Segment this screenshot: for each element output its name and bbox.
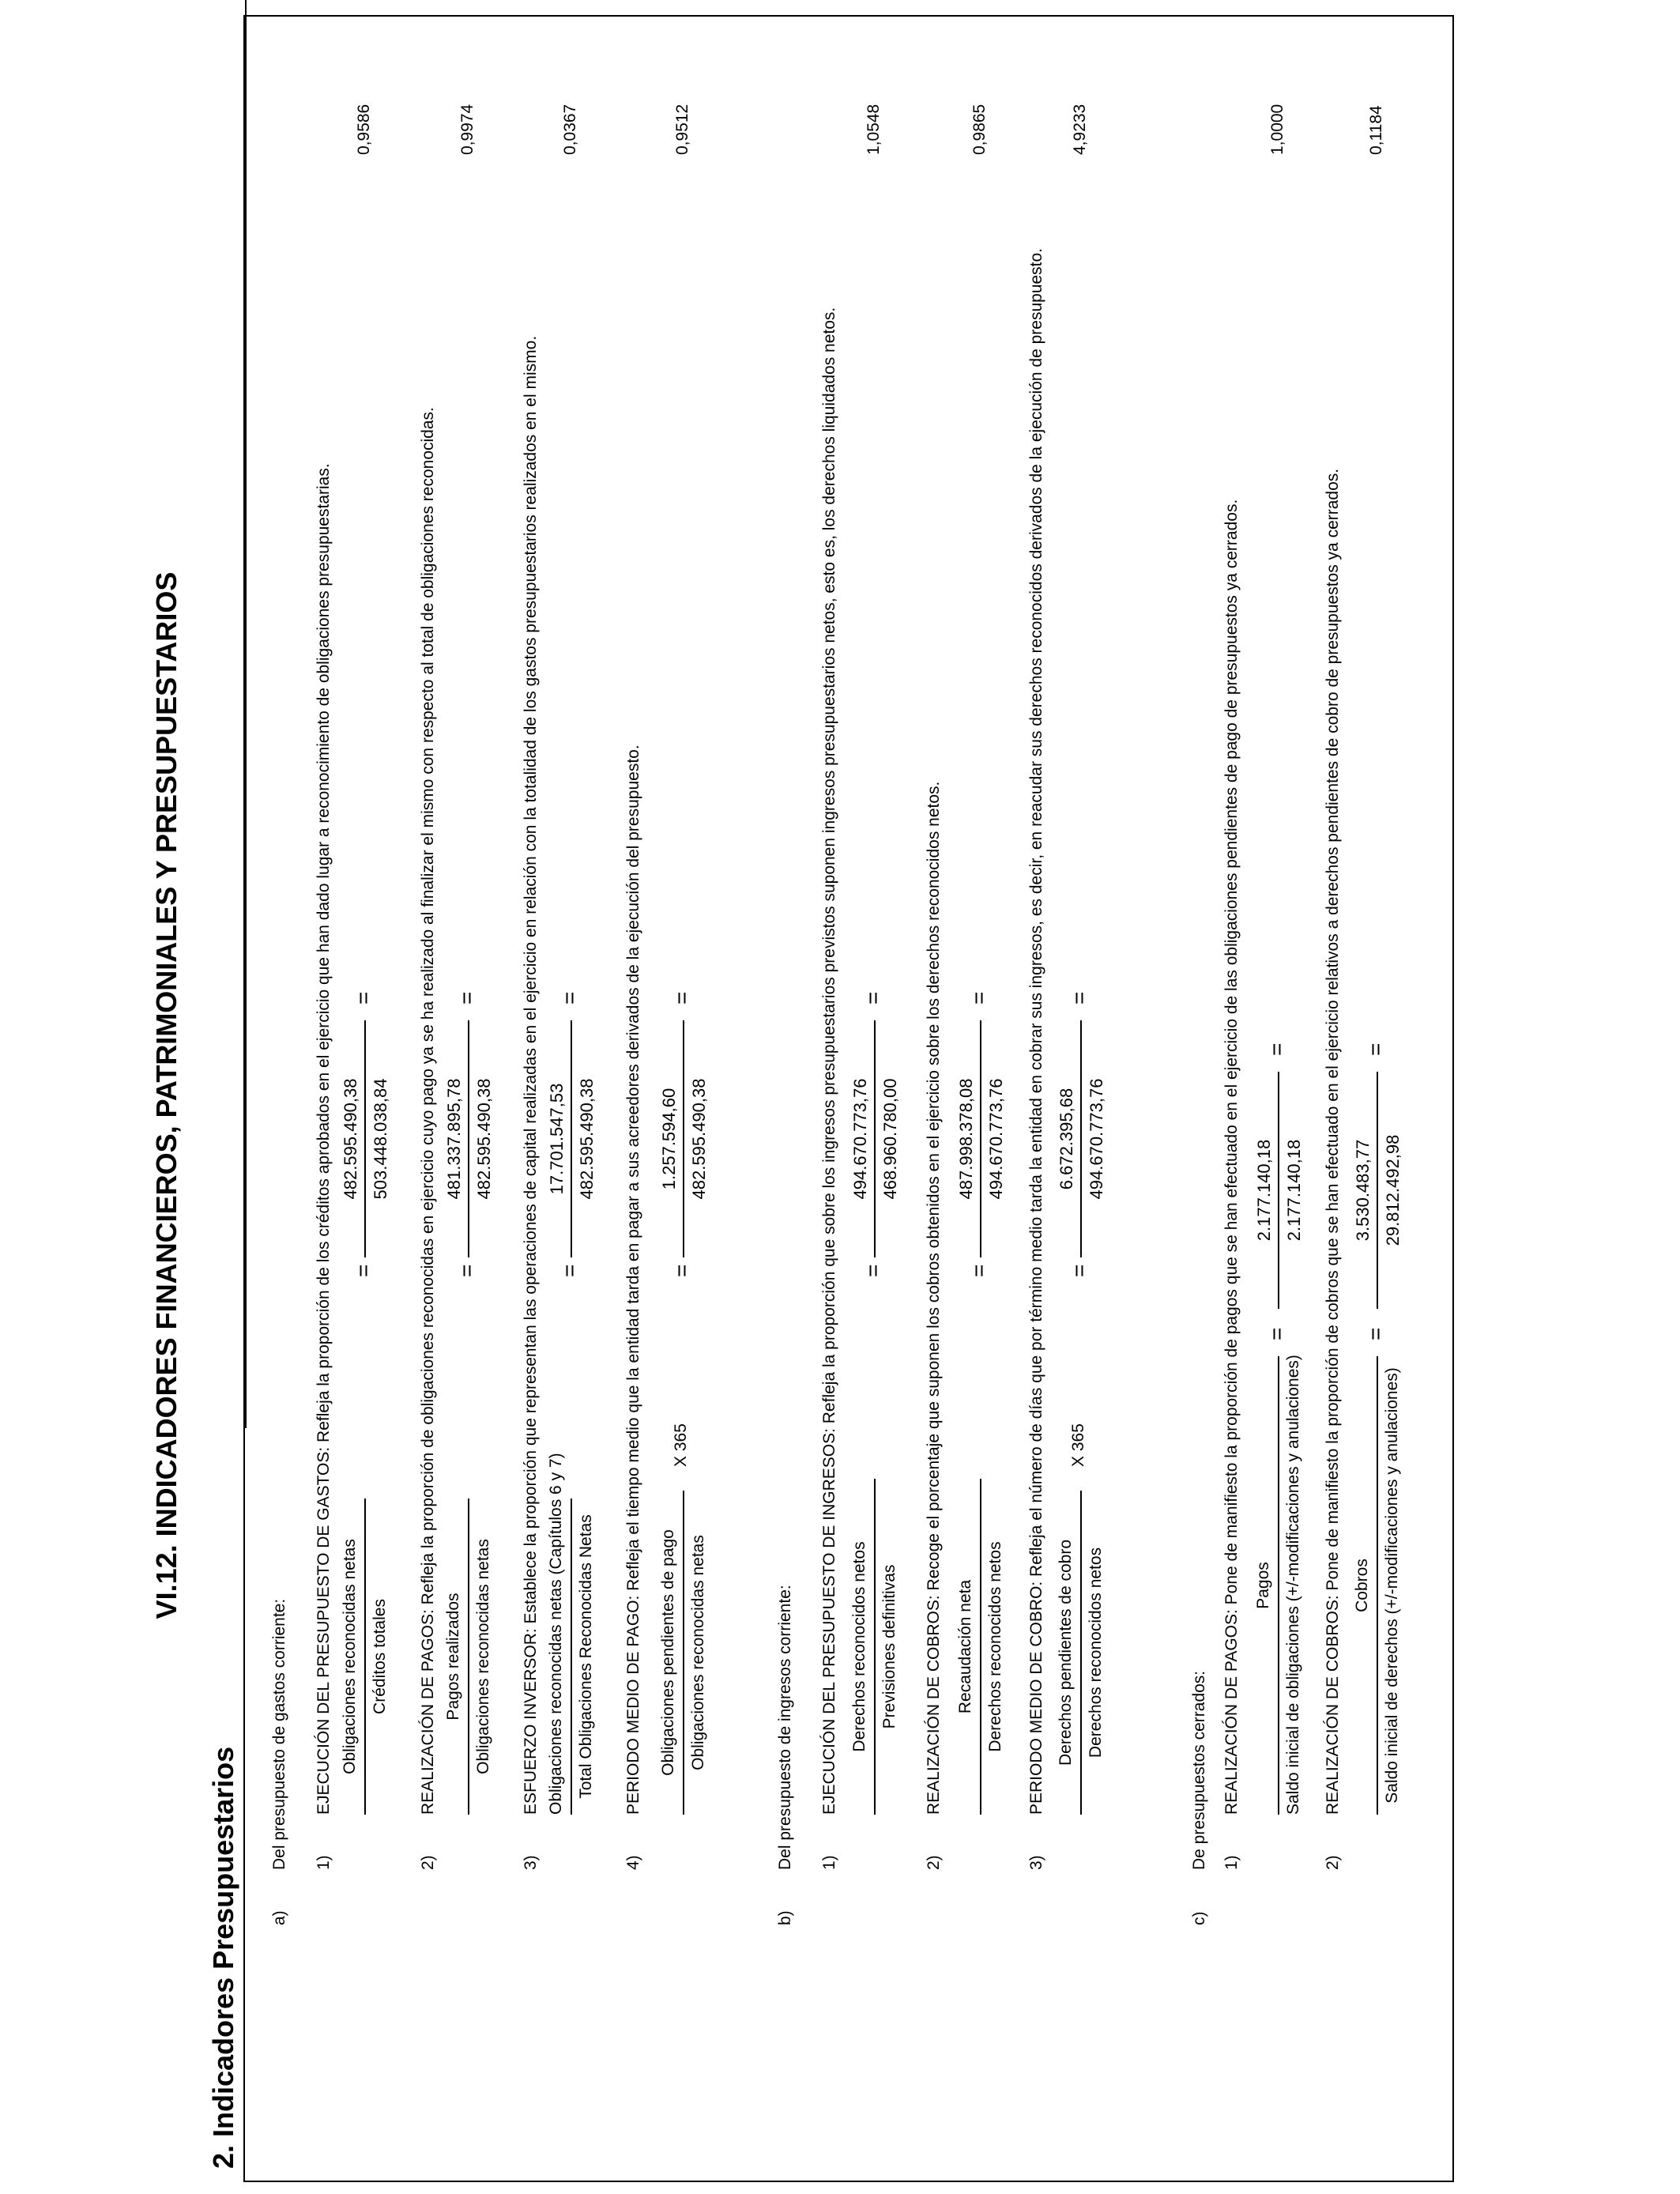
- item-number: 2): [1324, 1855, 1342, 1870]
- equals-sign: =: [669, 1264, 694, 1277]
- numerator-value: 2.177.140,18: [1254, 1139, 1274, 1242]
- result-value: 0,9512: [673, 104, 691, 155]
- equals-sign: =: [351, 1264, 375, 1277]
- fraction-bar: [1278, 1356, 1279, 1815]
- numerator-value: 6.672.395,68: [1057, 1088, 1076, 1190]
- result-value: 0,9974: [458, 104, 477, 155]
- fraction-bar: [1377, 1072, 1378, 1309]
- numerator-label: Obligaciones pendientes de pago: [659, 1529, 677, 1776]
- section-heading: Del presupuesto de ingresos corriente:: [776, 1585, 794, 1870]
- denominator-label: Previsiones definitivas: [880, 1564, 898, 1729]
- equals-sign: =: [1264, 1327, 1289, 1340]
- result-value: 0,0367: [561, 104, 579, 155]
- item-number: 3): [522, 1855, 540, 1870]
- section-letter: c): [1190, 1911, 1208, 1925]
- multiplier: X 365: [1069, 1423, 1087, 1467]
- numerator-label: Obligaciones reconocidas netas (Capítulos 6 y 7): [547, 1453, 565, 1815]
- equals-sign: =: [1363, 1327, 1388, 1340]
- section-divider: [245, 0, 247, 689]
- denominator-value: 482.595.490,38: [689, 1078, 709, 1200]
- numerator-value: 482.595.490,38: [341, 1078, 360, 1200]
- denominator-label: Saldo inicial de derechos (+/-modificaciones y anulaciones): [1383, 1367, 1401, 1804]
- numerator-label: Derechos pendientes de cobro: [1057, 1539, 1075, 1766]
- fraction-bar: [874, 1479, 876, 1815]
- fraction-bar: [571, 1498, 572, 1815]
- numerator-value: 487.998.378,08: [956, 1078, 976, 1200]
- denominator-label: Obligaciones reconocidas netas: [689, 1535, 707, 1770]
- equals-sign: =: [351, 991, 375, 1005]
- equals-sign: =: [557, 991, 582, 1005]
- denominator-value: 29.812.492,98: [1383, 1134, 1403, 1246]
- result-value: 0,9586: [355, 104, 373, 155]
- numerator-value: 17.701.547,53: [547, 1083, 567, 1195]
- fraction-bar: [1080, 1491, 1082, 1815]
- multiplier: X 365: [672, 1423, 690, 1467]
- fraction-bar: [683, 1491, 684, 1815]
- equals-sign: =: [1067, 1264, 1091, 1277]
- item-description: ESFUERZO INVERSOR: Establece la proporción que representan las operaciones de capital realizadas en el ejercicio en relación con la totalidad de los gastos presupuestarios realizados en el mismo.: [522, 335, 540, 1815]
- equals-sign: =: [669, 991, 694, 1005]
- numerator-value: 494.670.773,76: [850, 1078, 870, 1200]
- item-number: 2): [419, 1855, 437, 1870]
- denominator-value: 482.595.490,38: [474, 1078, 494, 1200]
- section-subtitle: 2. Indicadores Presupuestarios: [207, 1746, 239, 2169]
- denominator-label: Total Obligaciones Reconocidas Netas: [577, 1514, 595, 1799]
- equals-sign: =: [1363, 1042, 1388, 1056]
- numerator-label: Pagos realizados: [444, 1593, 462, 1721]
- fraction-bar: [1278, 1072, 1279, 1309]
- result-value: 1,0548: [864, 104, 883, 155]
- section-heading: Del presupuesto de gastos corriente:: [270, 1598, 288, 1870]
- equals-sign: =: [1067, 991, 1091, 1005]
- equals-sign: =: [861, 1264, 885, 1277]
- denominator-value: 468.960.780,00: [880, 1078, 900, 1200]
- result-value: 1,0000: [1268, 104, 1286, 155]
- fraction-bar: [364, 1498, 366, 1815]
- section-letter: a): [270, 1910, 288, 1925]
- fraction-bar: [571, 1020, 572, 1257]
- equals-sign: =: [454, 991, 479, 1005]
- fraction-bar: [468, 1498, 469, 1815]
- fraction-bar: [468, 1020, 469, 1257]
- fraction-bar: [980, 1020, 981, 1257]
- denominator-label: Derechos reconocidos netos: [986, 1541, 1004, 1752]
- numerator-value: 481.337.895,78: [444, 1078, 464, 1200]
- item-number: 4): [624, 1855, 642, 1870]
- item-number: 1): [1222, 1855, 1241, 1870]
- denominator-value: 494.670.773,76: [1087, 1078, 1106, 1200]
- item-number: 1): [820, 1855, 838, 1870]
- equals-sign: =: [557, 1264, 582, 1277]
- section-heading: De presupuestos cerrados:: [1190, 1670, 1208, 1870]
- numerator-label: Cobros: [1353, 1559, 1371, 1612]
- numerator-value: 3.530.483,77: [1353, 1139, 1373, 1242]
- denominator-label: Obligaciones reconocidas netas: [474, 1539, 492, 1774]
- equals-sign: =: [966, 991, 991, 1005]
- item-description: EJECUCIÓN DEL PRESUPUESTO DE INGRESOS: Refleja la proporción que sobre los ingresos presupuestarios previstos suponen ingresos presupuestarios netos, esto es, los derechos liquidados netos.: [820, 307, 838, 1815]
- denominator-value: 494.670.773,76: [986, 1078, 1006, 1200]
- item-number: 2): [925, 1855, 943, 1870]
- section-letter: b): [776, 1910, 794, 1925]
- item-description: PERIODO MEDIO DE PAGO: Refleja el tiempo medio que la entidad tarda en pagar a sus acreedores derivados de la ejecución del presupuesto.: [624, 745, 642, 1815]
- fraction-bar: [1377, 1356, 1378, 1815]
- item-description: EJECUCIÓN DEL PRESUPUESTO DE GASTOS: Refleja la proporción de los créditos aprobados en el ejercicio que han dado lugar a reconocimiento de obligaciones presupuestarias.: [315, 463, 333, 1815]
- result-value: 0,9865: [970, 104, 989, 155]
- denominator-value: 2.177.140,18: [1284, 1139, 1304, 1242]
- item-description: REALIZACIÓN DE PAGOS: Pone de manifiesto la proporción de pagos que se han efectuado en el ejercicio de las obligaciones pendientes de pago de presupuestos ya cerrados.: [1222, 499, 1241, 1815]
- denominator-value: 503.448.038,84: [371, 1078, 390, 1200]
- denominator-label: Saldo inicial de obligaciones (+/-modificaciones y anulaciones): [1284, 1355, 1302, 1815]
- item-description: REALIZACIÓN DE COBROS: Recoge el porcentaje que suponen los cobros obtenidos en el ejercicio sobre los derechos reconocidos netos.: [925, 781, 943, 1815]
- numerator-label: Obligaciones reconocidas netas: [341, 1539, 359, 1774]
- page-title: VI.12. INDICADORES FINANCIEROS, PATRIMONIALES Y PRESUPUESTARIOS: [150, 571, 183, 1619]
- item-description: REALIZACIÓN DE COBROS: Pone de manifiesto la proporción de cobros que se han efectuado en el ejercicio relativos a derechos pendientes de cobro de presupuestos ya cerrados.: [1324, 468, 1342, 1815]
- denominator-label: Créditos totales: [371, 1599, 389, 1714]
- item-description: REALIZACIÓN DE PAGOS: Refleja la proporción de obligaciones reconocidas en ejercicio cuyo pago ya se ha realizado al finalizar el mismo con respecto al total de obligaciones reconocidas.: [419, 407, 437, 1815]
- denominator-label: Derechos reconocidos netos: [1087, 1547, 1105, 1759]
- numerator-label: Pagos: [1254, 1562, 1272, 1609]
- equals-sign: =: [454, 1264, 479, 1277]
- numerator-label: Recaudación neta: [956, 1579, 974, 1714]
- numerator-value: 1.257.594,60: [659, 1088, 679, 1190]
- result-value: 4,9233: [1071, 104, 1089, 155]
- item-description: PERIODO MEDIO DE COBRO: Refleja el número de días que por término medio tarda la entidad en cobrar sus ingresos, es decir, en reacudar sus derechos reconocidos derivados de la ejecución de presupuesto.: [1027, 247, 1045, 1815]
- result-value: 0,1184: [1367, 105, 1385, 155]
- item-number: 1): [315, 1855, 333, 1870]
- item-number: 3): [1027, 1855, 1045, 1870]
- numerator-label: Derechos reconocidos netos: [850, 1541, 868, 1752]
- equals-sign: =: [861, 991, 885, 1005]
- fraction-bar: [683, 1020, 684, 1257]
- equals-sign: =: [966, 1264, 991, 1277]
- equals-sign: =: [1264, 1042, 1289, 1056]
- fraction-bar: [874, 1020, 876, 1257]
- fraction-bar: [1080, 1020, 1082, 1257]
- fraction-bar: [980, 1479, 981, 1815]
- denominator-value: 482.595.490,38: [577, 1078, 597, 1200]
- fraction-bar: [364, 1020, 366, 1257]
